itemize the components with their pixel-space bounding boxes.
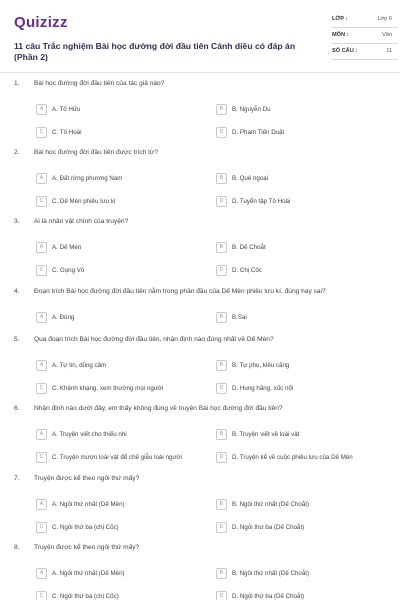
- answer-option-c[interactable]: [36, 196, 206, 208]
- option-text: C. Khệnh khạng, xem thường mọi người: [52, 385, 164, 392]
- answer-option-d[interactable]: [216, 591, 386, 600]
- answer-option-b[interactable]: [216, 360, 386, 372]
- question-text: Bài học đường đời đầu tiên được trích từ?: [34, 149, 159, 156]
- option-text: B. Dế Choắt: [232, 244, 266, 251]
- option-text: D. Hung hăng, xốc nổi: [232, 385, 294, 392]
- answer-option-a[interactable]: [36, 312, 206, 324]
- answer-option-c[interactable]: [36, 383, 206, 395]
- option-letter-box[interactable]: D: [216, 196, 227, 207]
- meta-value: Lớp 6: [377, 16, 392, 22]
- answer-option-b[interactable]: [216, 429, 386, 441]
- question-text: Đoạn trích Bài học đường đời đầu tiên nằm trong phần đầu của Dế Mèn phiêu lưu kí, đúng hay sai?: [34, 288, 326, 295]
- option-letter-box[interactable]: A: [36, 173, 47, 184]
- option-letter-box[interactable]: A: [36, 242, 47, 253]
- option-letter-box[interactable]: C: [36, 452, 47, 463]
- option-text: C. Ngôi thứ ba (chị Cốc): [52, 524, 119, 531]
- option-letter-box[interactable]: D: [216, 522, 227, 533]
- option-letter-box[interactable]: B: [216, 173, 227, 184]
- question-text: Nhận định nào dưới đây, em thấy không đúng về truyện Bài học đường đời đầu tiên?: [34, 405, 283, 412]
- option-letter-box[interactable]: B: [216, 242, 227, 253]
- option-text: B. Ngôi thứ nhất (Dế Choắt): [232, 570, 310, 577]
- answer-option-d[interactable]: [216, 265, 386, 277]
- option-letter-box[interactable]: C: [36, 127, 47, 138]
- option-letter-box[interactable]: D: [216, 265, 227, 276]
- question-number: 5.: [14, 336, 20, 343]
- option-letter-box[interactable]: C: [36, 522, 47, 533]
- option-letter-box[interactable]: C: [36, 591, 47, 600]
- option-text: B.Sai: [232, 314, 247, 321]
- option-text: C. Gọng Vó: [52, 267, 85, 274]
- answer-option-d[interactable]: [216, 452, 386, 464]
- worksheet-title: 11 câu Trắc nghiệm Bài học đường đời đầu tiên Cánh diều có đáp án (Phần 2): [14, 41, 296, 62]
- option-text: B. Quê ngoại: [232, 175, 269, 182]
- option-text: A. Ngôi thứ nhất (Dế Mèn): [52, 501, 125, 508]
- option-letter-box[interactable]: A: [36, 104, 47, 115]
- option-letter-box[interactable]: C: [36, 265, 47, 276]
- question-text: Qua đoạn trích Bài học đường đời đầu tiên, nhận định nào đúng nhất về Dế Mèn?: [34, 336, 274, 343]
- option-letter-box[interactable]: A: [36, 568, 47, 579]
- question-number: 3.: [14, 218, 20, 225]
- option-letter-box[interactable]: B: [216, 429, 227, 440]
- option-text: A. Đúng: [52, 314, 75, 321]
- option-text: B. Truyện viết về loài vật: [232, 431, 300, 438]
- option-text: A. Đất rừng phương Nam: [52, 175, 123, 182]
- option-text: A. Tự tin, dũng cảm: [52, 362, 107, 369]
- question-number: 7.: [14, 475, 20, 482]
- quizizz-logo[interactable]: Quizizz: [14, 14, 68, 31]
- option-letter-box[interactable]: C: [36, 196, 47, 207]
- option-letter-box[interactable]: A: [36, 429, 47, 440]
- answer-option-c[interactable]: [36, 522, 206, 534]
- question-number: 1.: [14, 80, 20, 87]
- meta-key: MÔN :: [332, 32, 349, 38]
- option-letter-box[interactable]: B: [216, 312, 227, 323]
- option-letter-box[interactable]: A: [36, 360, 47, 371]
- option-letter-box[interactable]: D: [216, 383, 227, 394]
- option-letter-box[interactable]: B: [216, 360, 227, 371]
- answer-option-d[interactable]: [216, 383, 386, 395]
- meta-key: SỐ CÂU :: [332, 48, 358, 54]
- answer-option-b[interactable]: [216, 104, 386, 116]
- answer-option-c[interactable]: [36, 127, 206, 139]
- question-number: 8.: [14, 544, 20, 551]
- answer-option-a[interactable]: [36, 499, 206, 511]
- option-text: D. Truyện kể về cuộc phiêu lưu của Dế Mèn: [232, 454, 353, 461]
- option-letter-box[interactable]: C: [36, 383, 47, 394]
- option-letter-box[interactable]: D: [216, 591, 227, 600]
- meta-row-grade: [332, 12, 398, 28]
- option-text: A. Truyện viết cho thiếu nhi: [52, 431, 127, 438]
- option-text: B. Ngôi thứ nhất (Dế Choắt): [232, 501, 310, 508]
- option-letter-box[interactable]: B: [216, 568, 227, 579]
- answer-option-a[interactable]: [36, 360, 206, 372]
- option-text: D. Chị Cốc: [232, 267, 262, 274]
- question-number: 4.: [14, 288, 20, 295]
- option-text: A. Ngôi thứ nhất (Dế Mèn): [52, 570, 125, 577]
- answer-option-d[interactable]: [216, 127, 386, 139]
- question-text: Truyện được kể theo ngôi thứ mấy?: [34, 544, 140, 551]
- question-text: Truyện được kể theo ngôi thứ mấy?: [34, 475, 140, 482]
- option-text: C. Ngôi thứ ba (chị Cốc): [52, 593, 119, 600]
- option-letter-box[interactable]: B: [216, 104, 227, 115]
- option-letter-box[interactable]: A: [36, 499, 47, 510]
- option-text: D. Phạm Tiến Duật: [232, 129, 285, 136]
- option-text: D. Ngôi thứ ba (Dế Choắt): [232, 524, 305, 531]
- option-text: D. Ngôi thứ ba (Dế Choắt): [232, 593, 305, 600]
- meta-value: Văn: [382, 32, 392, 38]
- option-text: C. Dế Mèn phiêu lưu kí: [52, 198, 116, 205]
- worksheet-header: [14, 12, 392, 72]
- option-text: A. Dế Mèn: [52, 244, 82, 251]
- answer-option-b[interactable]: [216, 568, 386, 580]
- option-text: C. Tô Hoài: [52, 129, 82, 136]
- option-letter-box[interactable]: D: [216, 127, 227, 138]
- question-text: Bài học đường đời đầu tiên của tác giả nào?: [34, 80, 165, 87]
- option-text: B. Nguyễn Du: [232, 106, 271, 113]
- question-number: 6.: [14, 405, 20, 412]
- meta-row-count: [332, 44, 398, 60]
- option-text: D. Tuyển tập Tô Hoài: [232, 198, 291, 205]
- answer-option-a[interactable]: [36, 242, 206, 254]
- option-letter-box[interactable]: A: [36, 312, 47, 323]
- answer-option-a[interactable]: [36, 429, 206, 441]
- meta-key: LỚP :: [332, 16, 348, 22]
- answer-option-d[interactable]: [216, 522, 386, 534]
- answer-option-b[interactable]: [216, 312, 386, 324]
- option-text: C. Truyện mượn loài vật để chế giễu loài người: [52, 454, 182, 461]
- answer-option-c[interactable]: [36, 265, 206, 277]
- question-text: Ai là nhân vật chính của truyện?: [34, 218, 129, 225]
- option-letter-box[interactable]: B: [216, 499, 227, 510]
- meta-row-subject: [332, 28, 398, 44]
- option-text: B. Tự phụ, kiêu căng: [232, 362, 290, 369]
- answer-option-c[interactable]: [36, 452, 206, 464]
- header-divider: [0, 72, 400, 73]
- answer-option-a[interactable]: [36, 104, 206, 116]
- question-number: 2.: [14, 149, 20, 156]
- answer-option-a[interactable]: [36, 173, 206, 185]
- worksheet-meta: [332, 12, 398, 60]
- answer-option-d[interactable]: [216, 196, 386, 208]
- option-letter-box[interactable]: D: [216, 452, 227, 463]
- meta-value: 11: [386, 48, 392, 54]
- answer-option-c[interactable]: [36, 591, 206, 600]
- option-text: A. Tố Hữu: [52, 106, 81, 113]
- answer-option-b[interactable]: [216, 499, 386, 511]
- answer-option-b[interactable]: [216, 242, 386, 254]
- answer-option-a[interactable]: [36, 568, 206, 580]
- answer-option-b[interactable]: [216, 173, 386, 185]
